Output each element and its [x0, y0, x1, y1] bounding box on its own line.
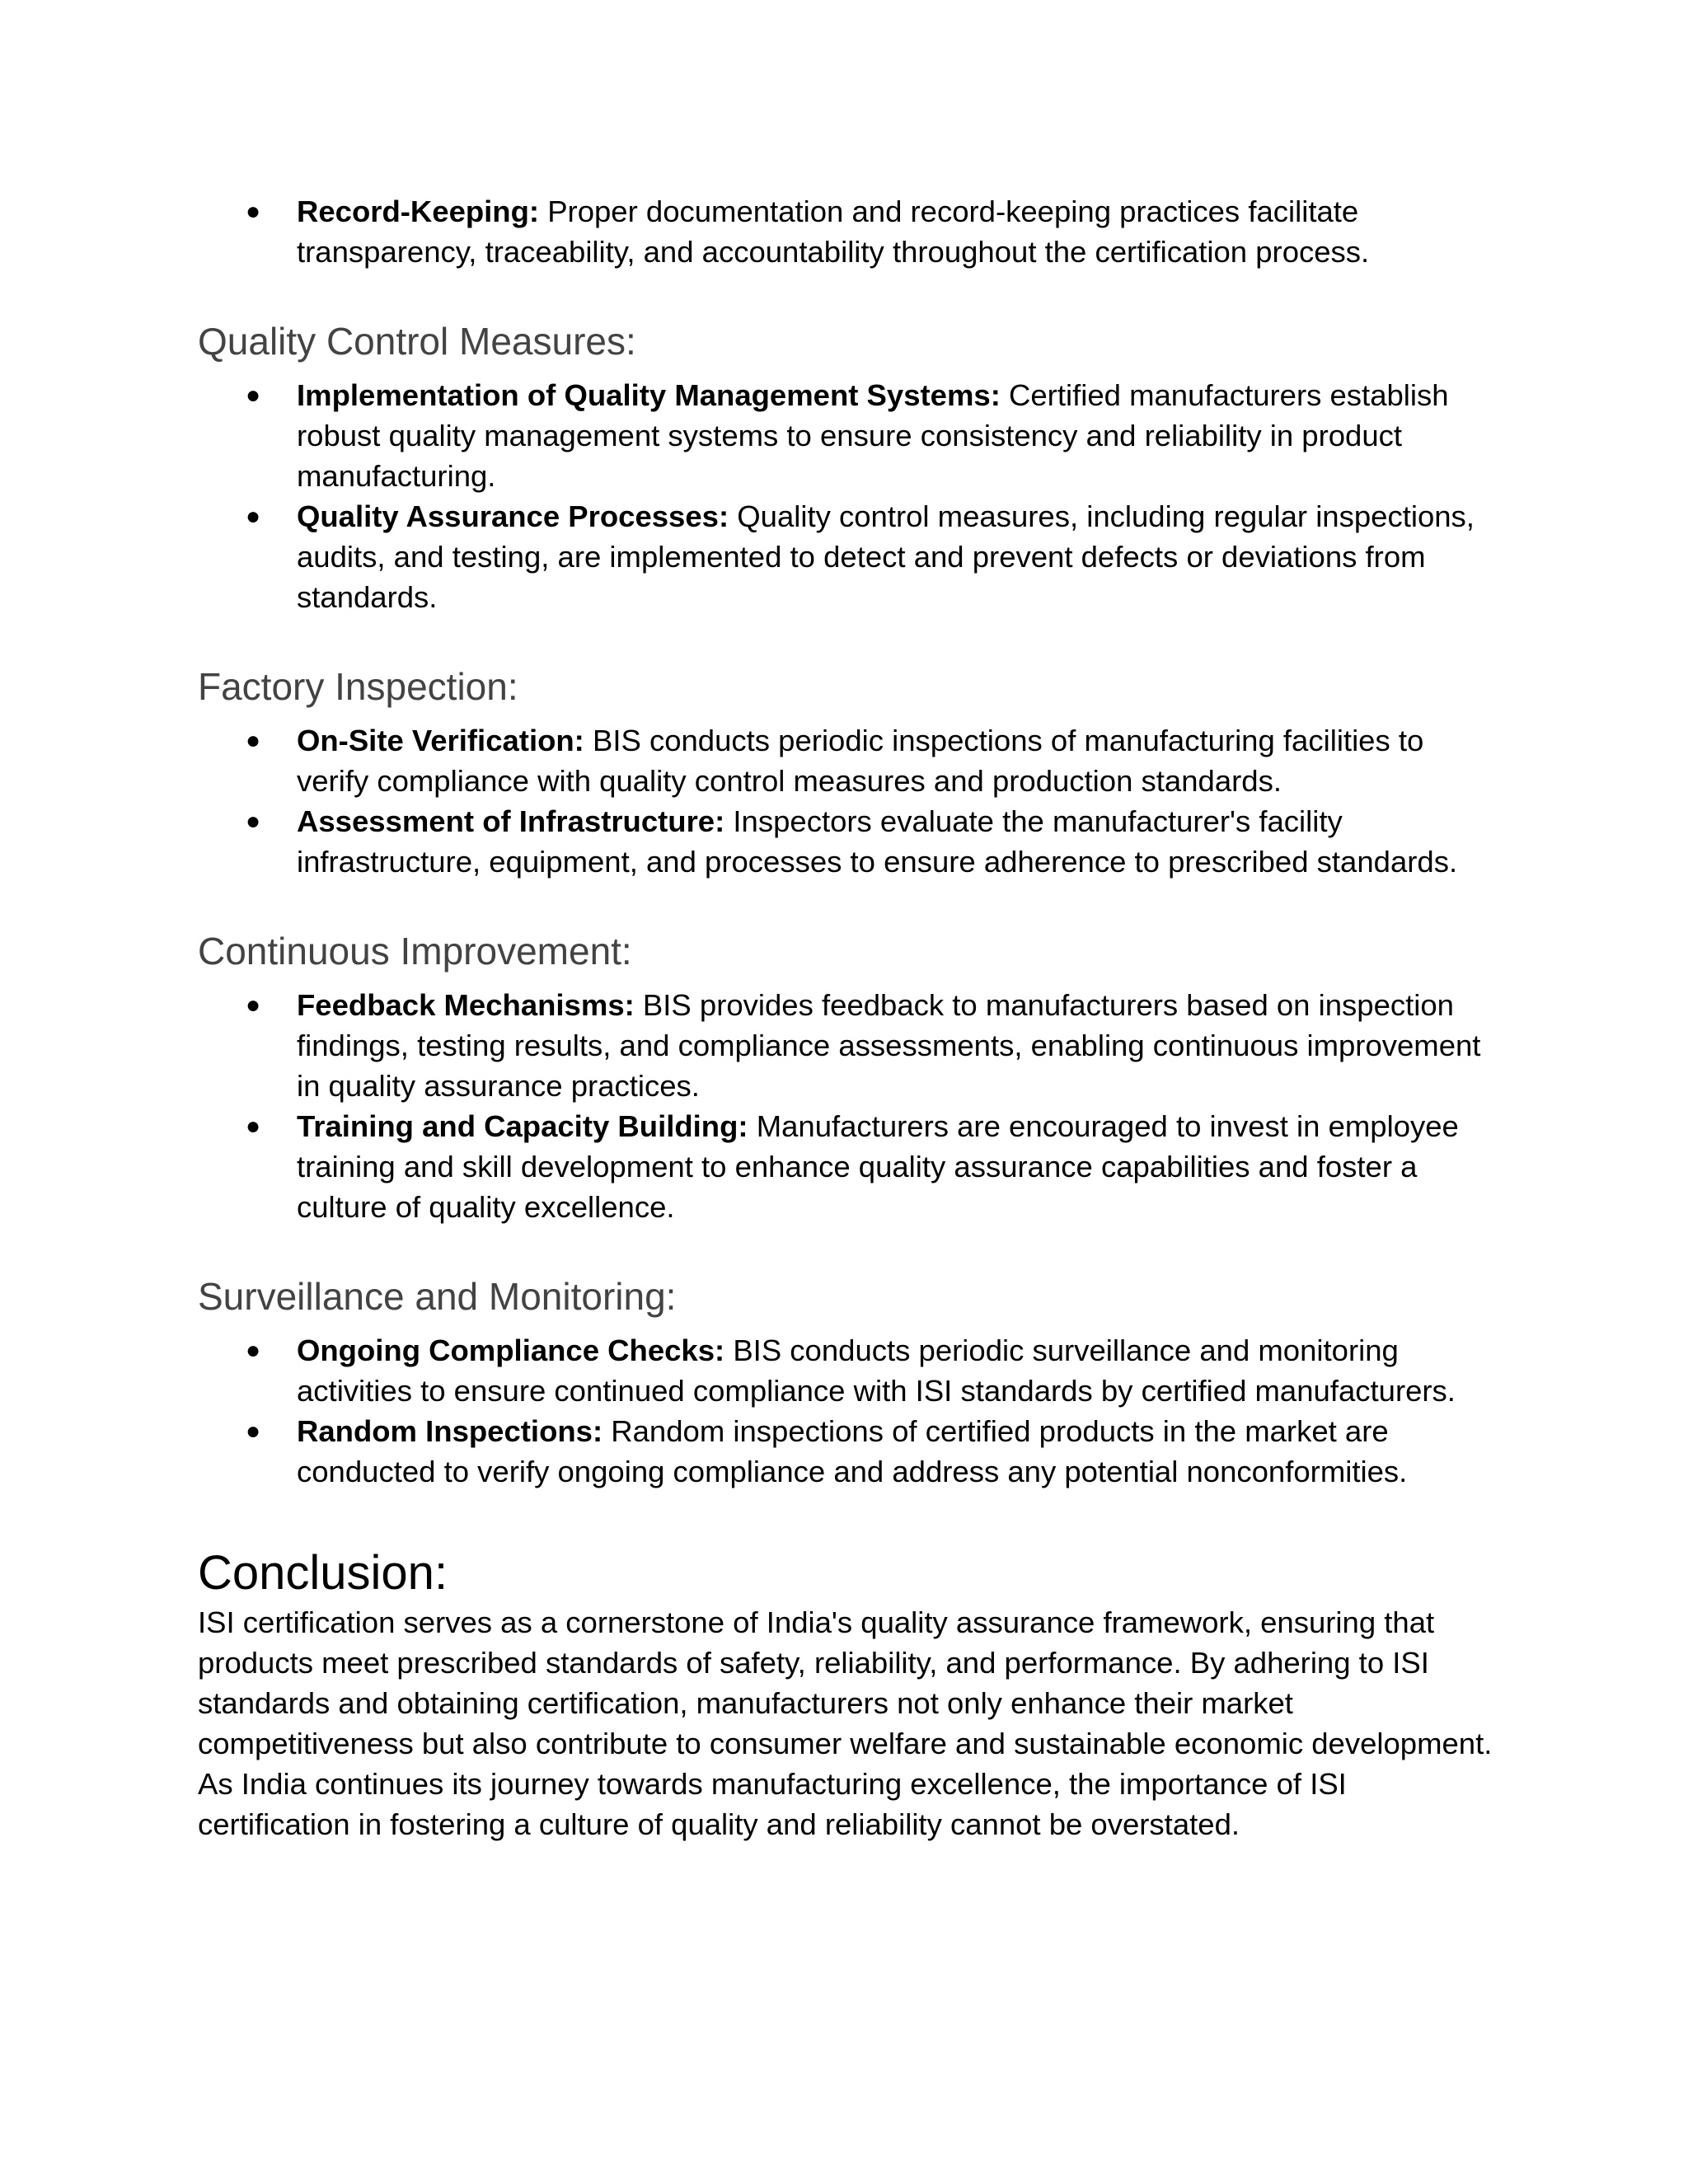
list-item — [198, 1330, 1500, 1411]
bullet-term: Quality Assurance Processes: — [297, 499, 729, 533]
bullet-term: On-Site Verification: — [297, 724, 584, 757]
surveillance-monitoring-bullet-list — [198, 1330, 1500, 1492]
bullet-text: Random inspections of certified products in the market are conducted to verify ongoing compliance and address any potential nonconformities. — [297, 1414, 1408, 1488]
quality-control-bullet-list — [198, 375, 1500, 617]
intro-bullet-list — [198, 191, 1500, 272]
bullet-term: Training and Capacity Building: — [297, 1109, 748, 1143]
bullet-text: Manufacturers are encouraged to invest in employee training and skill development to enhance quality assurance capabilities and foster a culture of quality excellence. — [297, 1109, 1459, 1224]
bullet-term: Random Inspections: — [297, 1414, 603, 1448]
bullet-text: Certified manufacturers establish robust quality management systems to ensure consistency and reliability in product manufacturing. — [297, 378, 1449, 493]
bullet-icon: ● — [246, 198, 261, 225]
section-heading-quality-control: Quality Control Measures: — [198, 320, 636, 363]
factory-inspection-bullet-list — [198, 720, 1500, 882]
conclusion-paragraph: ISI certification serves as a cornerstone of India's quality assurance framework, ensuring that products meet prescribed standards of safety, reliability, and performance. By adhering to ISI standards and obtaining certification, manufacturers not only enhance their market competitiveness but also contribute to consumer welfare and sustainable economic development. As India continues its journey towards manufacturing excellence, the importance of ISI certification in fostering a culture of quality and reliability cannot be overstated. — [198, 1605, 1493, 1841]
section-heading-continuous-improvement: Continuous Improvement: — [198, 930, 632, 972]
bullet-icon: ● — [246, 1113, 261, 1140]
bullet-text: Proper documentation and record-keeping practices facilitate transparency, traceability, and accountability throughout the certification process. — [297, 194, 1370, 269]
section-heading-surveillance-monitoring: Surveillance and Monitoring: — [198, 1275, 677, 1318]
bullet-text: Quality control measures, including regular inspections, audits, and testing, are implemented to detect and prevent defects or deviations from standards. — [297, 499, 1475, 614]
list-item — [198, 985, 1500, 1106]
bullet-term: Implementation of Quality Management Systems: — [297, 378, 1001, 412]
bullet-icon: ● — [246, 1337, 261, 1364]
bullet-icon: ● — [246, 808, 261, 835]
list-item — [198, 496, 1500, 617]
bullet-icon: ● — [246, 503, 261, 530]
conclusion-heading: Conclusion: — [198, 1546, 448, 1600]
bullet-term: Record-Keeping: — [297, 194, 540, 228]
list-item — [198, 801, 1500, 882]
document-page — [198, 191, 1500, 1844]
continuous-improvement-bullet-list — [198, 985, 1500, 1227]
list-item — [198, 1411, 1500, 1492]
list-item — [198, 375, 1500, 496]
bullet-term: Feedback Mechanisms: — [297, 988, 635, 1022]
bullet-icon: ● — [246, 382, 261, 409]
bullet-text: BIS conducts periodic inspections of manufacturing facilities to verify compliance with quality control measures and production standards. — [297, 724, 1424, 798]
section-heading-factory-inspection: Factory Inspection: — [198, 665, 518, 708]
bullet-text: BIS conducts periodic surveillance and monitoring activities to ensure continued compliance with ISI standards by certified manufacturers. — [297, 1333, 1456, 1408]
list-item — [198, 191, 1500, 272]
bullet-icon: ● — [246, 727, 261, 754]
list-item — [198, 1106, 1500, 1227]
bullet-term: Assessment of Infrastructure: — [297, 804, 725, 838]
bullet-icon: ● — [246, 1418, 261, 1445]
bullet-text: Inspectors evaluate the manufacturer's facility infrastructure, equipment, and processes to ensure adherence to prescribed standards. — [297, 804, 1458, 879]
bullet-term: Ongoing Compliance Checks: — [297, 1333, 725, 1367]
list-item — [198, 720, 1500, 801]
bullet-text: BIS provides feedback to manufacturers based on inspection findings, testing results, and compliance assessments, enabling continuous improvement in quality assurance practices. — [297, 988, 1481, 1103]
bullet-icon: ● — [246, 991, 261, 1019]
